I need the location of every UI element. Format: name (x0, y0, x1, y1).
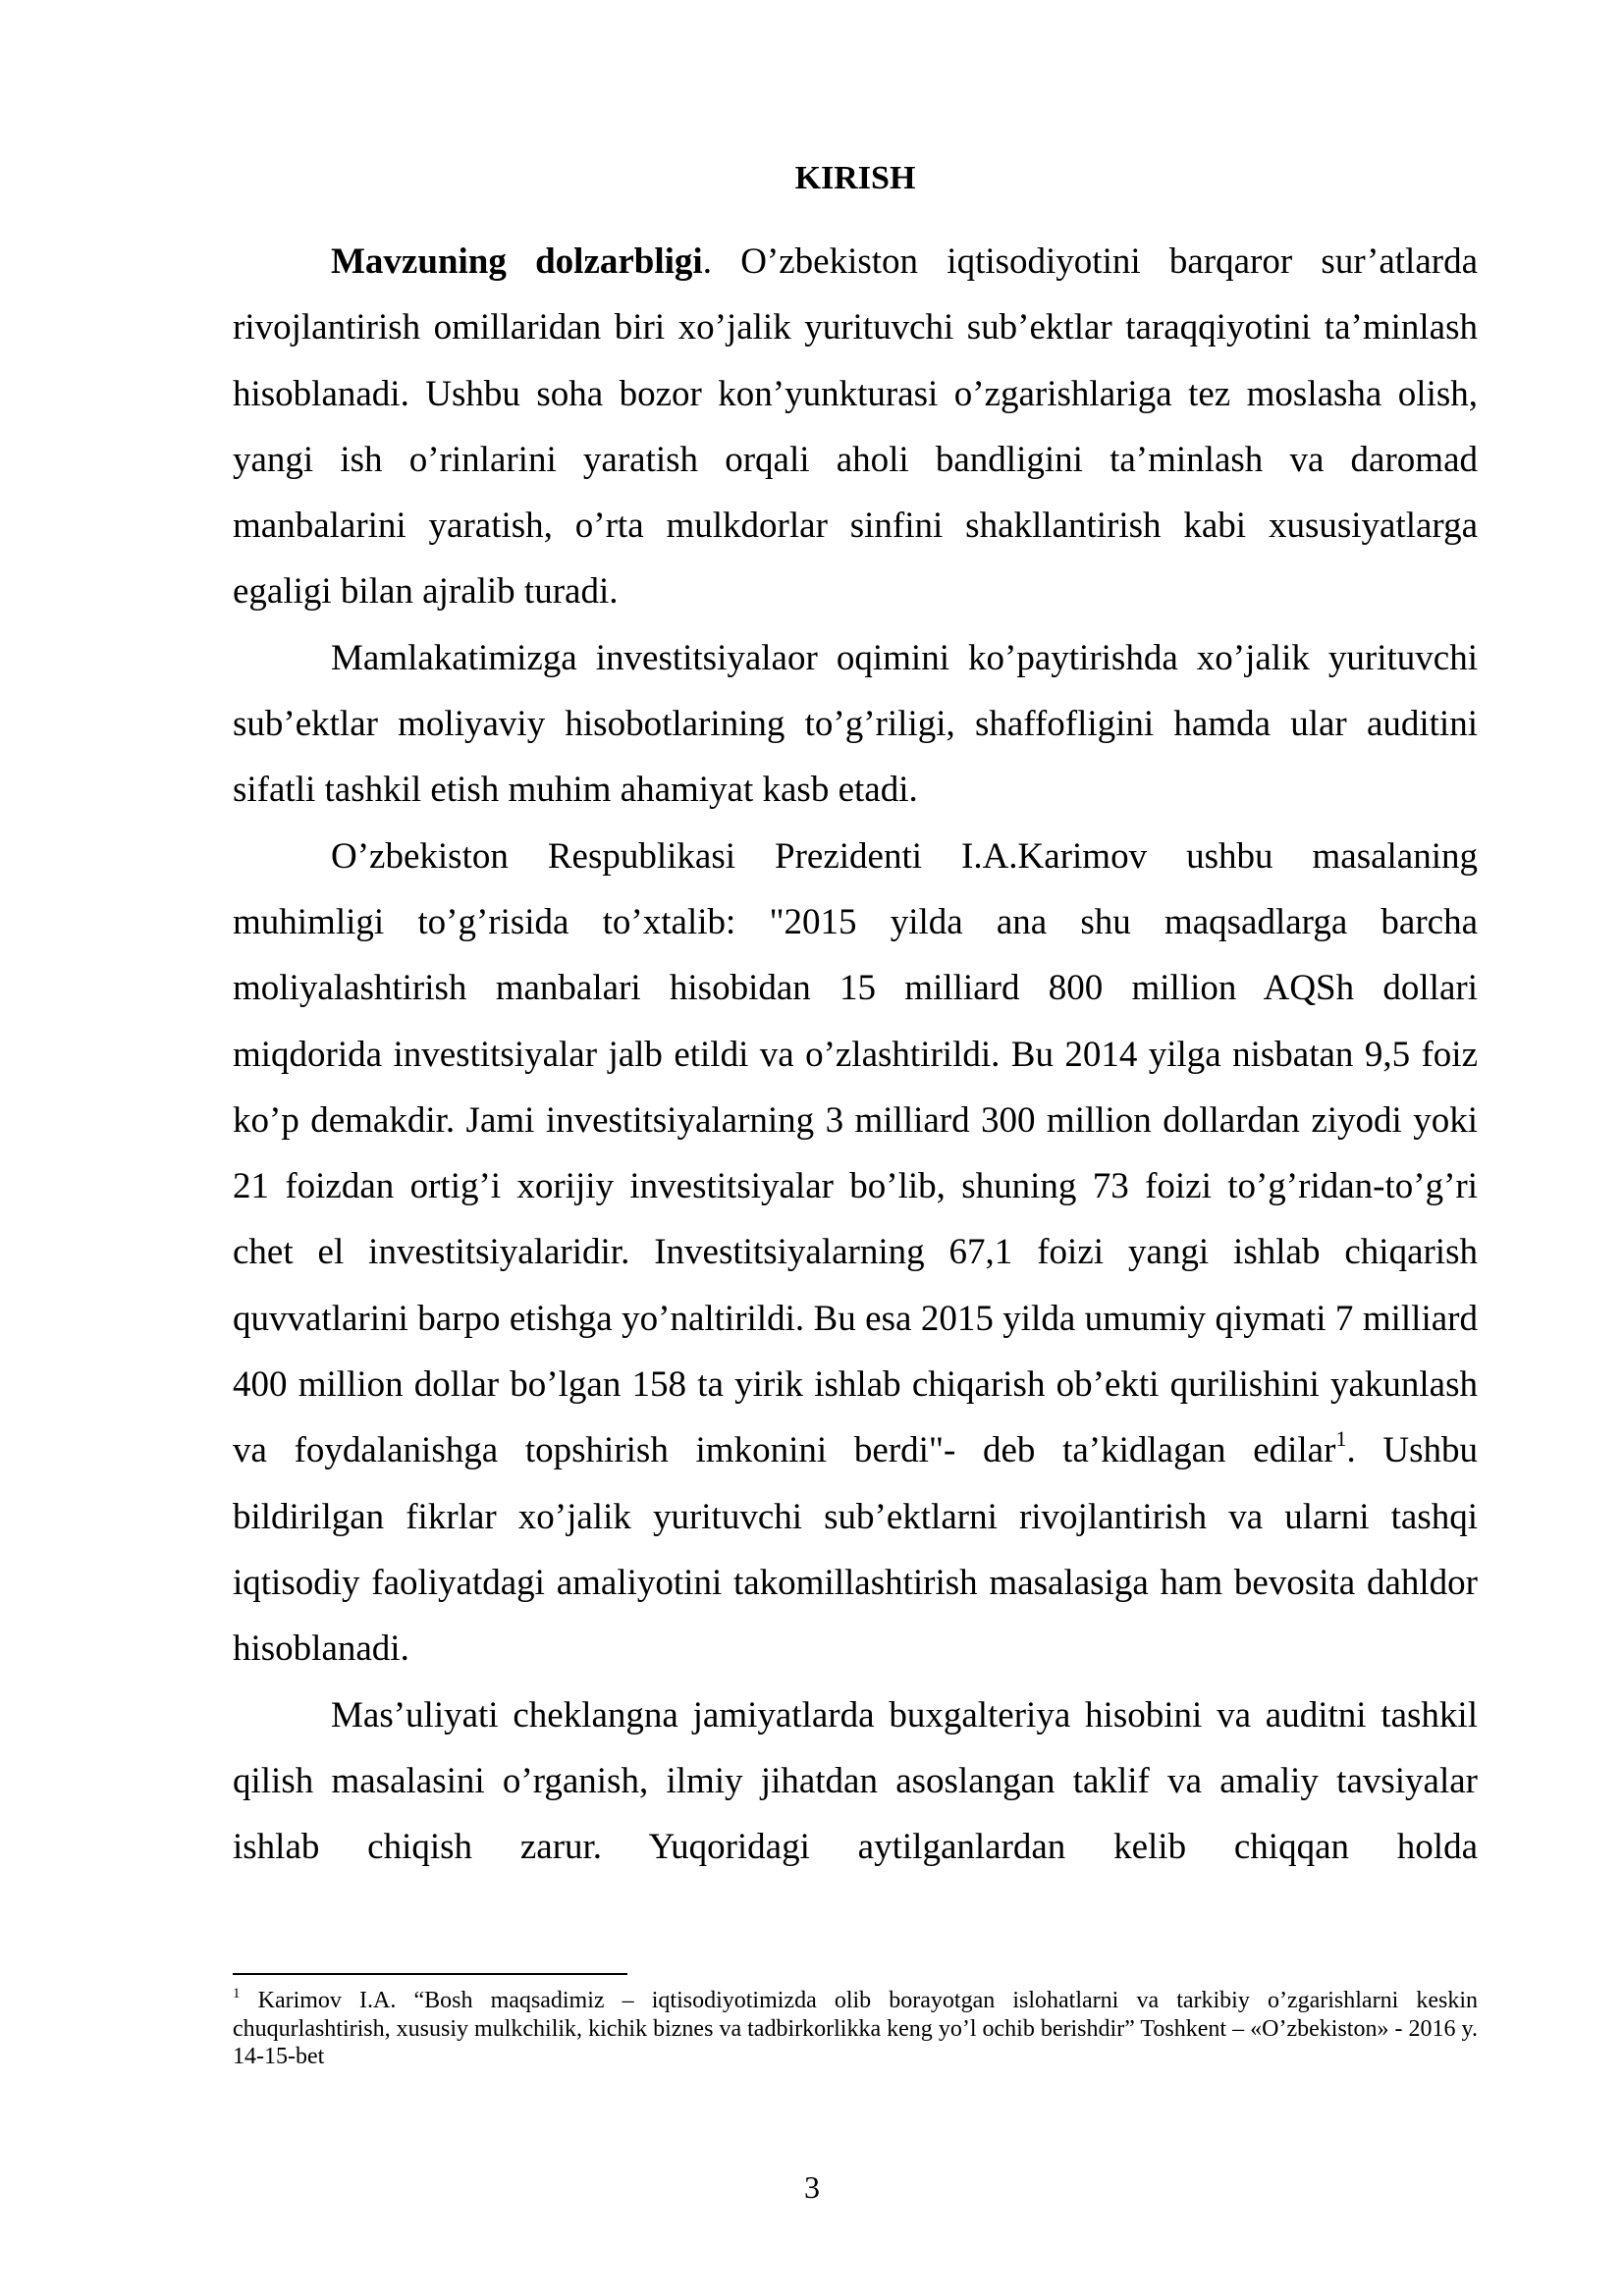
paragraph-text-continued: . Ushbu bildirilgan fikrlar xo’jalik yurituvchi sub’ektlarni rivojlantirish va ularni tashqi iqtisodiy faoliyatdagi amaliyotini takomillashtirish masalasiga ham bevosita dahldor hisoblanadi. (233, 1430, 1478, 1670)
footnote (233, 1987, 1478, 2071)
footnote-text: Karimov I.A. “Bosh maqsadimiz – iqtisodiyotimizda olib borayotgan islohatlarni va tarkibiy o’zgarishlarni keskin chuqurlashtirish, xususiy mulkchilik, kichik biznes va tadbirkorlikka keng yo’l ochib berishdir” Toshkent – «O’zbekiston» - 2016 y. 14-15-bet (233, 1988, 1478, 2069)
paragraph-text: Mamlakatimizga investitsiyalaor oqimini ko’paytirishda xo’jalik yurituvchi sub’ektlar moliyaviy hisobotlarining to’g’riligi, shaffofligini hamda ular auditini sifatli tashkil etish muhim ahamiyat kasb etadi. (233, 637, 1478, 811)
paragraph-relevance (233, 229, 1478, 625)
paragraph-text: Mas’uliyati cheklangna jamiyatlarda buxgalteriya hisobini va auditni tashkil qilish masalasini o’rganish, ilmiy jihatdan asoslangan taklif va amaliy tavsiyalar ishlab chiqish zarur. Yuqoridagi aytilganlardan kelib chiqqan holda (233, 1694, 1478, 1868)
paragraph-lead-term: Mavzuning dolzarbligi (331, 241, 703, 282)
body-text (233, 229, 1478, 1880)
section-heading: KIRISH (794, 160, 916, 196)
paragraph-llc-accounting (233, 1682, 1478, 1881)
footnote-marker: 1 (233, 1986, 241, 2002)
footnote-separator (233, 1973, 627, 1975)
paragraph-president-quote (233, 824, 1478, 1682)
paragraph-investment (233, 625, 1478, 824)
paragraph-text: . O’zbekiston iqtisodiyotini barqaror sur’atlarda rivojlantirish omillaridan biri xo’jalik yurituvchi sub’ektlar taraqqiyotini ta’minlash hisoblanadi. Ushbu soha bozor kon’yunkturasi o’zgarishlariga tez moslasha olish, yangi ish o’rinlarini yaratish orqali aholi bandligini ta’minlash va daromad manbalarini yaratish, o’rta mulkdorlar sinfini shakllantirish kabi xususiyatlarga egaligi bilan ajralib turadi. (233, 241, 1478, 613)
footnote-reference[interactable]: 1 (1335, 1426, 1347, 1452)
paragraph-text: O’zbekiston Respublikasi Prezidenti I.A.Karimov ushbu masalaning muhimligi to’g’risida to’xtalib: "2015 yilda ana shu maqsadlarga barcha moliyalashtirish manbalari hisobidan 15 milliard 800 million AQSh dollari miqdorida investitsiyalar jalb etildi va o’zlashtirildi. Bu 2014 yilga nisbatan 9,5 foiz ko’p demakdir. Jami investitsiyalarning 3 milliard 300 million dollardan ziyodi yoki 21 foizdan ortig’i xorijiy investitsiyalar bo’lib, shuning 73 foizi to’g’ridan-to’g’ri chet el investitsiyalaridir. Investitsiyalarning 67,1 foizi yangi ishlab chiqarish quvvatlarini barpo etishga yo’naltirildi. Bu esa 2015 yilda umumiy qiymati 7 milliard 400 million dollar bo’lgan 158 ta yirik ishlab chiqarish ob’ekti qurilishini yakunlash va foydalanishga topshirish imkonini berdi"- deb ta’kidlagan edilar (233, 835, 1478, 1471)
page-number: 3 (804, 2169, 820, 2205)
